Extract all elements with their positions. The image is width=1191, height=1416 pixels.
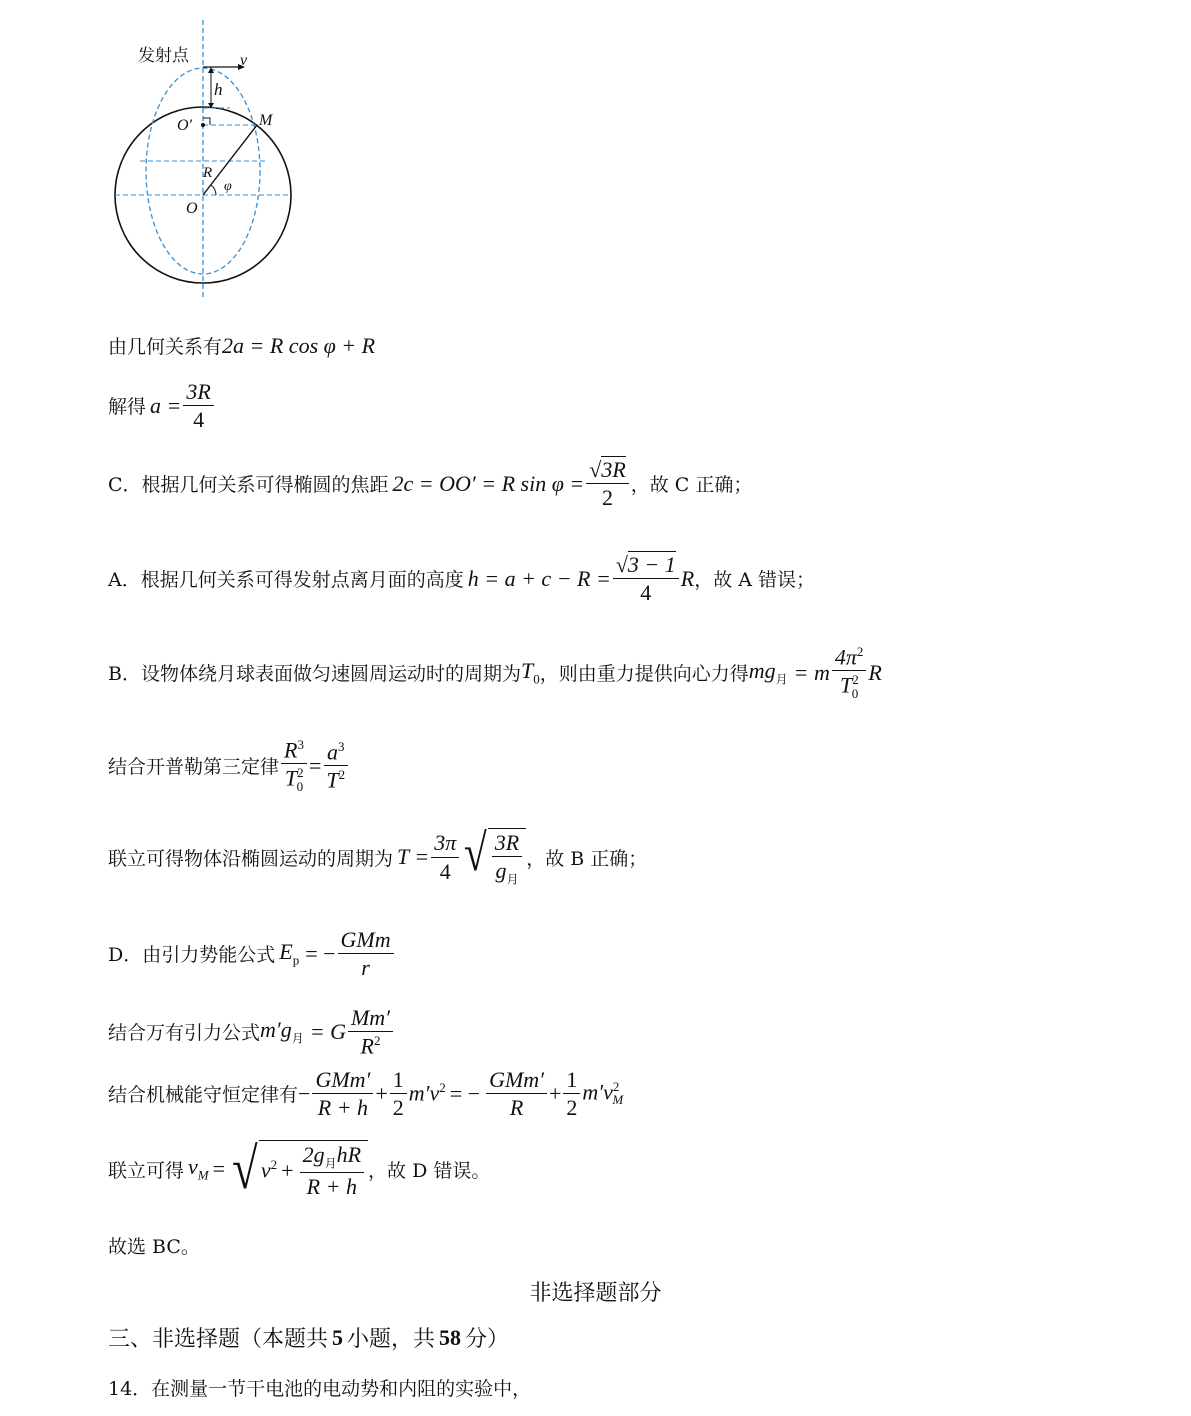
geometry-figure [100, 15, 310, 300]
option-c-line: C．根据几何关系可得椭圆的焦距 2c = OO′ = R sin φ = $\frac{√3R}{2}$ ，故 C 正确； [108, 457, 753, 511]
final-velocity-line: 联立可得 $v_M$ = √ $v^2$ + $\frac{2g_月hR}{R + h}$ ，故 D 错误。 [108, 1136, 491, 1201]
part-heading: 非选择题部分 [529, 1281, 662, 1306]
launch-point-label: 发射点 [138, 46, 189, 66]
svg-text:R: R [203, 165, 213, 181]
question-14: 14．在测量一节干电池的电动势和内阻的实验中， [108, 1378, 532, 1400]
svg-text:φ: φ [224, 179, 232, 194]
option-b-line: B．设物体绕月球表面做匀速圆周运动时的周期为 $T_0$ ，则由重力提供向心力得 $mg_月$ = m $\frac{4\pi^2}{T^2_0}$ R [108, 644, 882, 702]
option-d-line: D．由引力势能公式 $E_p$ = − $\frac{\text{GMm}}{r}$ [108, 928, 396, 979]
gravitation-line: 结合万有引力公式 $m'g_月$ = G $\frac{Mm'}{R^2}$ [108, 1006, 395, 1058]
svg-text:M: M [259, 112, 273, 129]
svg-text:O: O [186, 200, 198, 217]
period-line: 联立可得物体沿椭圆运动的周期为 T = $\frac{3\pi}{4}$ √ $\frac{3R}{g_月}$ ，故 B 正确； [108, 825, 648, 887]
section-heading: 三、非选择题（本题共 5 小题，共 58 分） [108, 1324, 510, 1352]
svg-text:O′: O′ [177, 117, 193, 134]
energy-conservation-line: 结合机械能守恒定律有 − $\frac{\text{GMm′}}{R + h}$ + $\frac{1}{2}$ $m'v^2$ = − $\frac{\text{GMm′}}{R}$ + $\frac{1}{2}$ $m'v^2_M$ [108, 1067, 624, 1121]
answer-line: 故选 BC。 [108, 1236, 200, 1258]
option-a-line: A．根据几何关系可得发射点离月面的高度 h = a + c − R = $\frac{√3 - 1}{4}$ R ，故 A 错误； [108, 552, 816, 606]
derivation-line-1: 由几何关系有 2a = R cos φ + R [108, 332, 376, 358]
derivation-line-2: 解得 a = $\frac{3R}{4}$ [108, 380, 216, 431]
svg-text:h: h [214, 80, 223, 99]
svg-text:v: v [240, 52, 248, 69]
kepler-line: 结合开普勒第三定律 $\frac{R^3}{T^2_0}$ = $\frac{a^3}{T^2}$ [108, 738, 350, 794]
